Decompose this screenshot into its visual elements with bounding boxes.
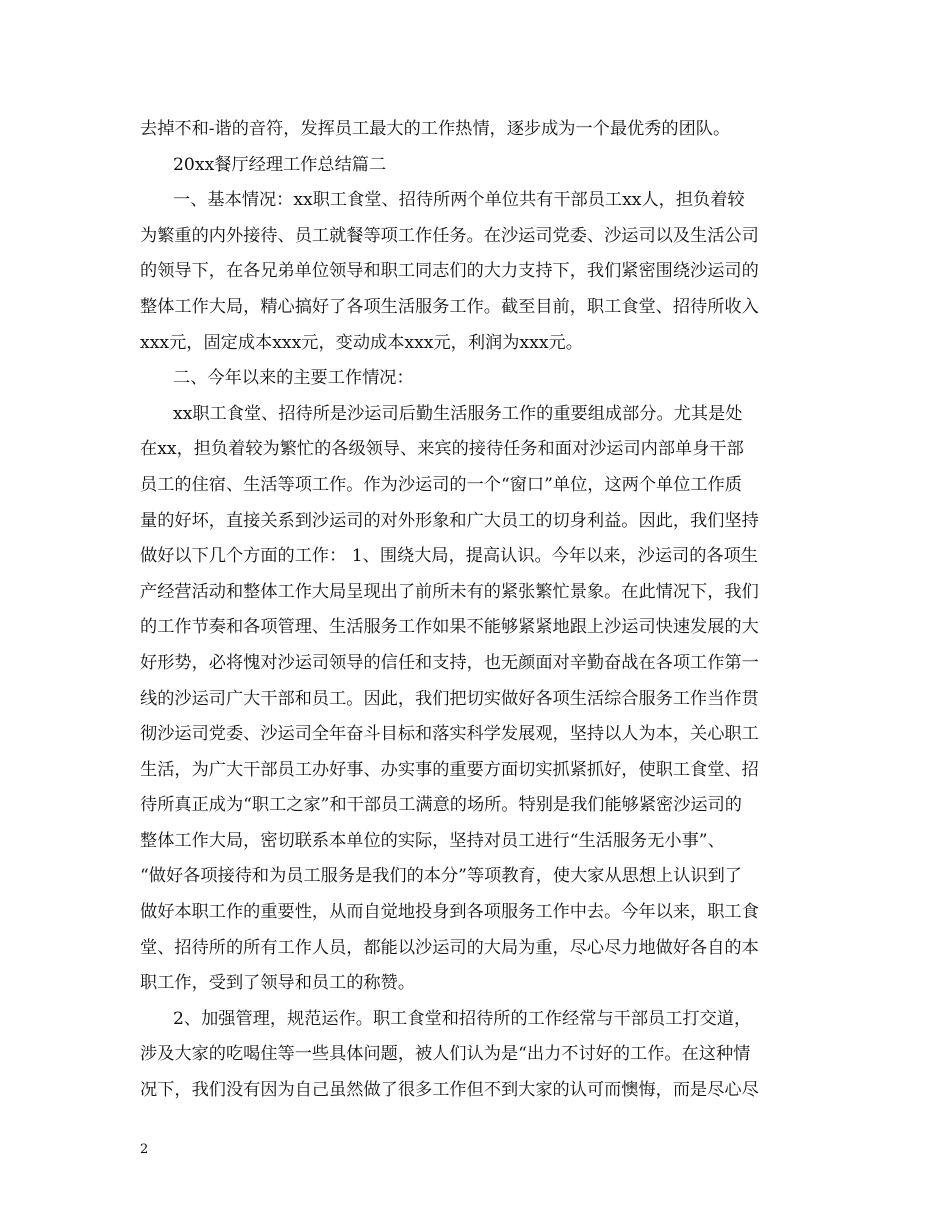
text-line: 去掉不和-谐的音符，发挥员工最大的工作热情，逐步成为一个最优秀的团队。 bbox=[140, 119, 731, 139]
section-heading: 二、今年以来的主要工作情况： bbox=[173, 368, 414, 389]
text-line: 堂、招待所的所有工作人员，都能以沙运司的大局为重，尽心尽力地做好各自的本 bbox=[140, 937, 759, 958]
text-line: 的工作节奏和各项管理、生活服务工作如果不能够紧紧地跟上沙运司快速发展的大 bbox=[140, 617, 759, 638]
document-body bbox=[140, 112, 812, 1109]
text-line: 2、加强管理，规范运作。职工食堂和招待所的工作经常与干部员工打交道， bbox=[173, 1008, 752, 1029]
text-line: 为繁重的内外接待、员工就餐等项工作任务。在沙运司党委、沙运司以及生活公司 bbox=[140, 225, 759, 246]
text-line: 的领导下，在各兄弟单位领导和职工同志们的大力支持下，我们紧密围绕沙运司的 bbox=[140, 261, 759, 282]
text-line: 生活，为广大干部员工办好事、办实事的重要方面切实抓紧抓好，使职工食堂、招 bbox=[140, 759, 759, 780]
text-line: 整体工作大局，密切联系本单位的实际，坚持对员工进行“生活服务无小事”、 bbox=[140, 830, 725, 851]
text-line: 在xx，担负着较为繁忙的各级领导、来宾的接待任务和面对沙运司内部单身干部 bbox=[140, 439, 744, 460]
text-line: 整体工作大局，精心搞好了各项生活服务工作。截至目前，职工食堂、招待所收入 bbox=[140, 296, 759, 317]
text-line: 一、基本情况：xx职工食堂、招待所两个单位共有干部员工xx人，担负着较 bbox=[173, 190, 745, 211]
text-line: 员工的住宿、生活等项工作。作为沙运司的一个“窗口”单位，这两个单位工作质 bbox=[140, 474, 742, 495]
text-line: 好形势，必将愧对沙运司领导的信任和支持，也无颜面对辛勤奋战在各项工作第一 bbox=[140, 652, 759, 673]
text-line: “做好各项接待和为员工服务是我们的本分”等项教育，使大家从思想上认识到了 bbox=[140, 866, 742, 887]
text-line: 做好以下几个方面的工作： 1、围绕大局，提高认识。今年以来，沙运司的各项生 bbox=[140, 546, 758, 567]
page-number: 2 bbox=[140, 1142, 149, 1157]
text-line: xxx元，固定成本xxx元，变动成本xxx元，利润为xxx元。 bbox=[140, 332, 583, 353]
text-line: 涉及大家的吃喝住等一些具体问题，被人们认为是“出力不讨好的工作。在这种情 bbox=[140, 1044, 751, 1065]
section-heading: 20xx餐厅经理工作总结篇二 bbox=[173, 154, 387, 175]
text-line: 线的沙运司广大干部和员工。因此，我们把切实做好各项生活综合服务工作当作贯 bbox=[140, 688, 759, 709]
text-line: 待所真正成为“职工之家”和干部员工满意的场所。特别是我们能够紧密沙运司的 bbox=[140, 795, 742, 816]
text-line: 彻沙运司党委、沙运司全年奋斗目标和落实科学发展观，坚持以人为本，关心职工 bbox=[140, 724, 759, 745]
text-line: 况下，我们没有因为自己虽然做了很多工作但不到大家的认可而懊悔，而是尽心尽 bbox=[140, 1080, 759, 1101]
text-line: 做好本职工作的重要性，从而自觉地投身到各项服务工作中去。今年以来，职工食 bbox=[140, 902, 759, 923]
text-line: 量的好坏，直接关系到沙运司的对外形象和广大员工的切身利益。因此，我们坚持 bbox=[140, 510, 759, 531]
text-line: xx职工食堂、招待所是沙运司后勤生活服务工作的重要组成部分。尤其是处 bbox=[173, 403, 743, 424]
text-line: 职工作，受到了领导和员工的称赞。 bbox=[140, 973, 416, 994]
text-line: 产经营活动和整体工作大局呈现出了前所未有的紧张繁忙景象。在此情况下，我们 bbox=[140, 581, 759, 602]
